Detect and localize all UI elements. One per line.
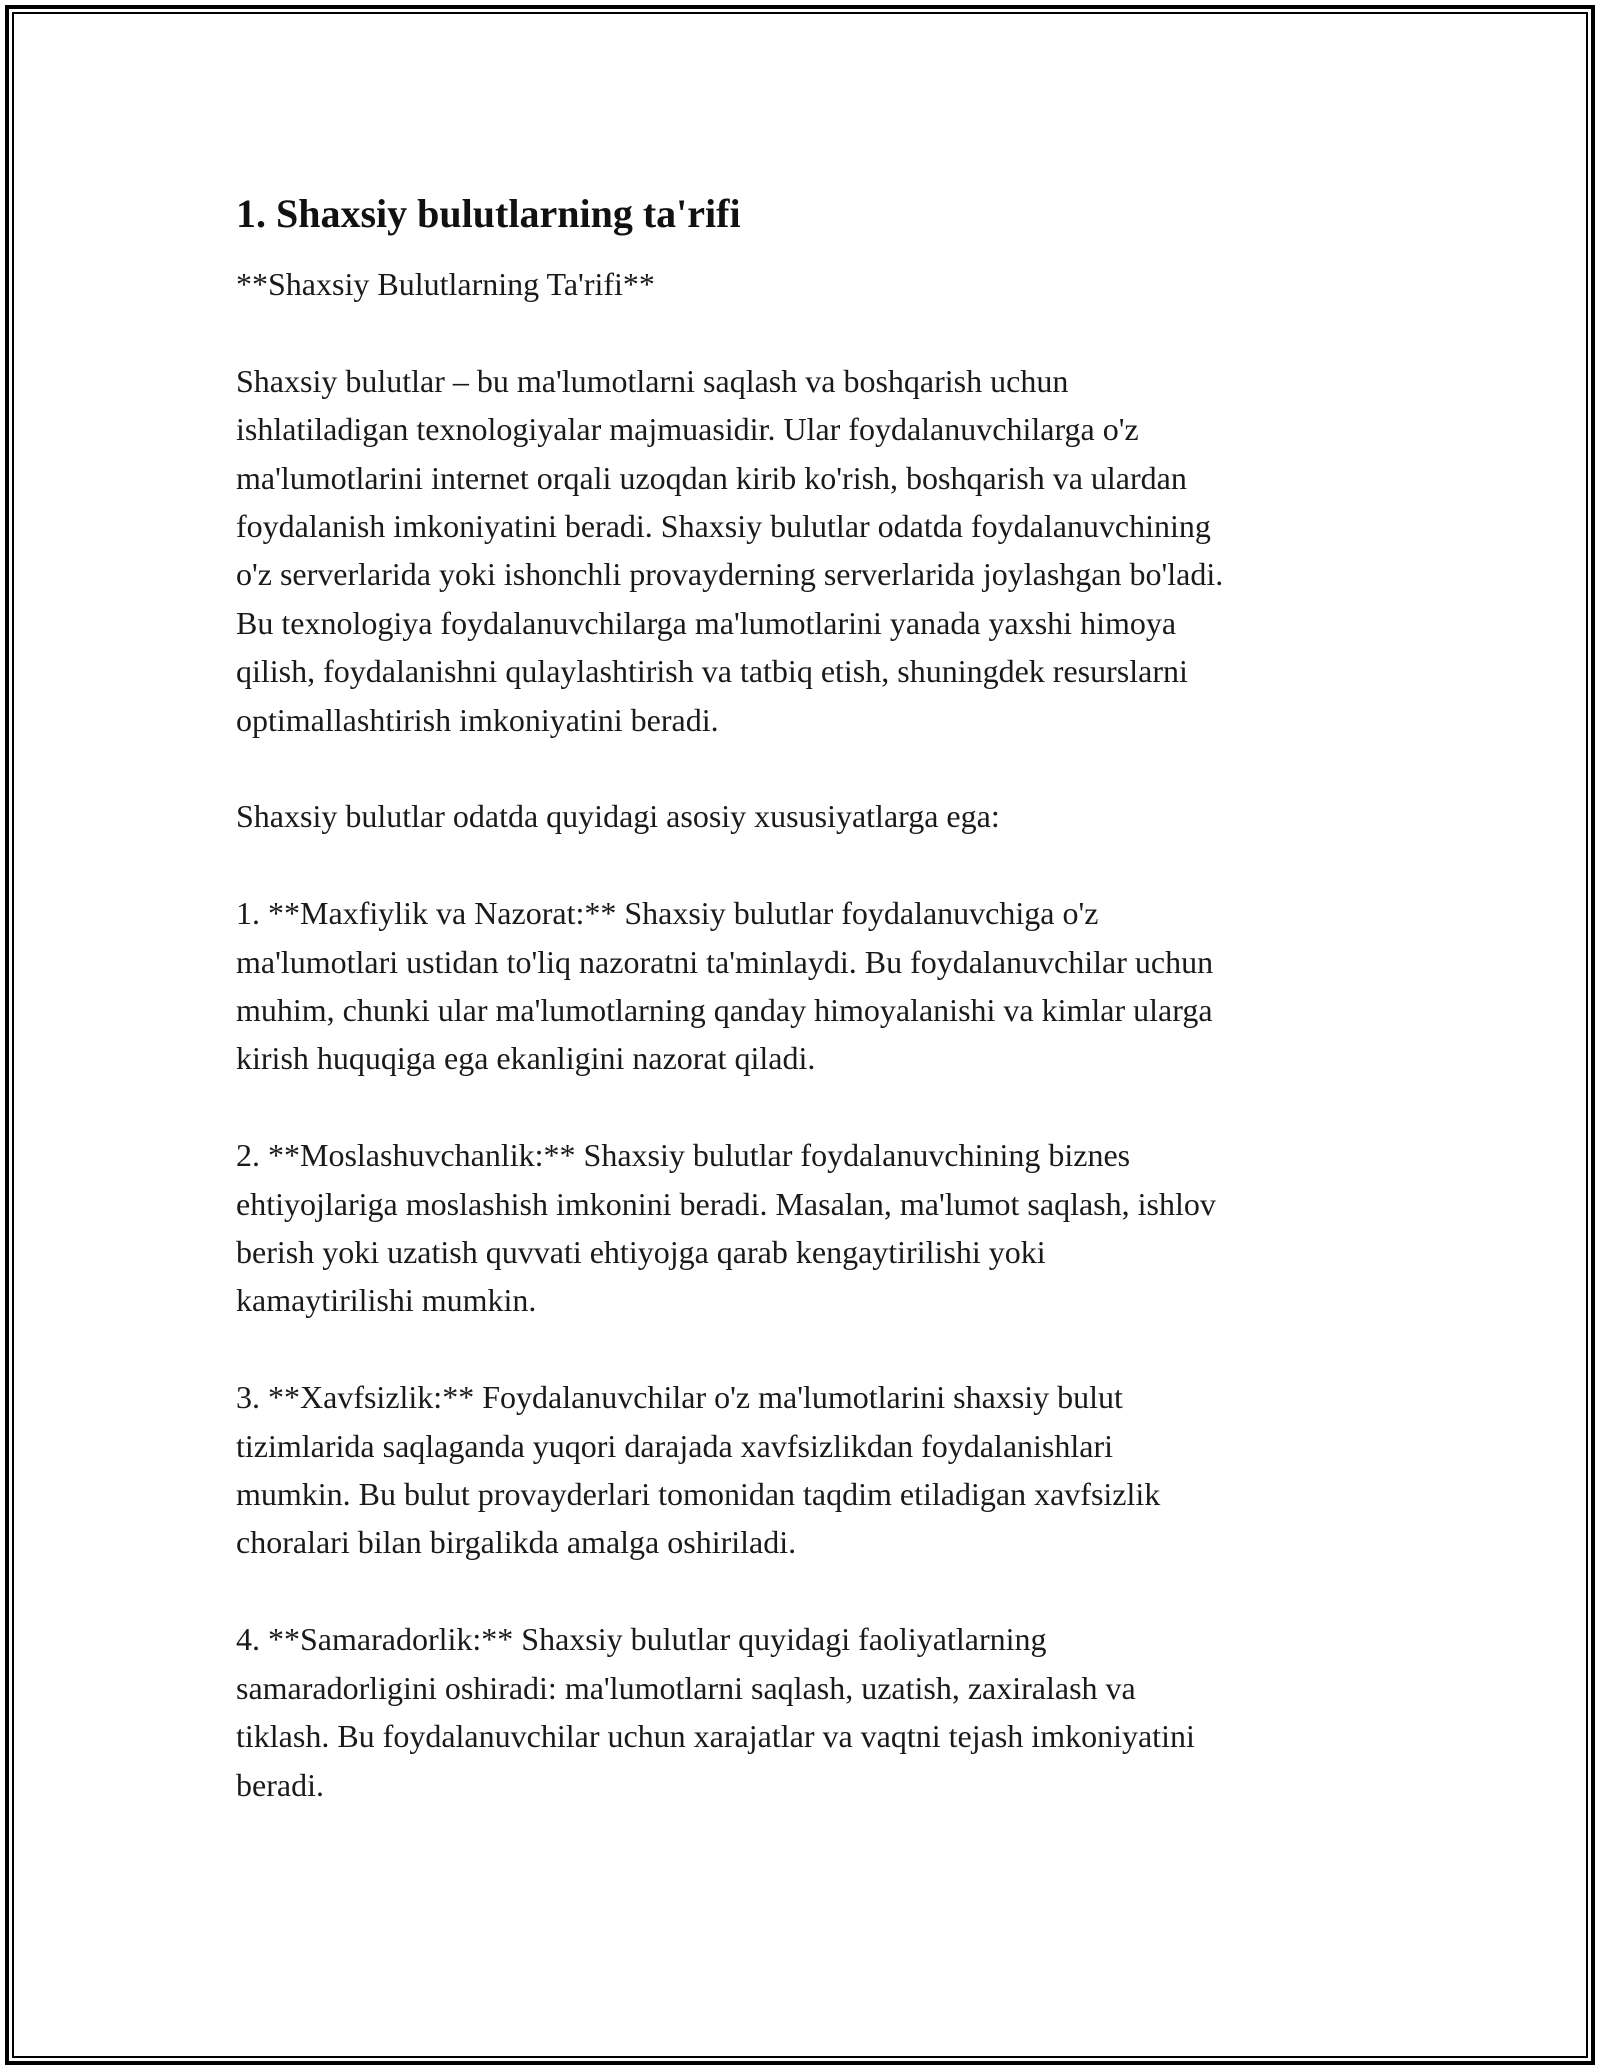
feature-item-privacy: 1. **Maxfiylik va Nazorat:** Shaxsiy bulutlar foydalanuvchiga o'z ma'lumotlari ustidan to'liq nazoratni ta'minlaydi. Bu foydalanuvchilar uchun muhim, chunki ular ma'lumotlarning qanday himoyalanishi va kimlar ularga kirish huquqiga ega ekanligini nazorat qiladi. [236, 895, 1214, 1077]
feature-item-security: 3. **Xavfsizlik:** Foydalanuvchilar o'z ma'lumotlarini shaxsiy bulut tizimlarida saqlaganda yuqori darajada xavfsizlikdan foydalanishlari mumkin. Bu bulut provayderlari tomonidan taqdim etiladigan xavfsizlik choralari bilan birgalikda amalga oshiriladi. [236, 1379, 1161, 1561]
feature-item-flexibility: 2. **Moslashuvchanlik:** Shaxsiy bulutlar foydalanuvchining biznes ehtiyojlariga moslashish imkonini beradi. Masalan, ma'lumot saqlash, ishlov berish yoki uzatish quvvati ehtiyojga qarab kengaytirilishi yoki kamaytirilishi mumkin. [236, 1137, 1216, 1319]
section-heading: 1. Shaxsiy bulutlarning ta'rifi [236, 191, 741, 236]
feature-item-efficiency: 4. **Samaradorlik:** Shaxsiy bulutlar quyidagi faoliyatlarning samaradorligini oshiradi: ma'lumotlarni saqlash, uzatish, zaxiralash va tiklash. Bu foydalanuvchilar uchun xarajatlar va vaqtni tejash imkoniyatini beradi. [236, 1621, 1195, 1803]
features-intro-paragraph: Shaxsiy bulutlar odatda quyidagi asosiy xususiyatlarga ega: [236, 798, 1000, 835]
intro-paragraph: Shaxsiy bulutlar – bu ma'lumotlarni saqlash va boshqarish uchun ishlatiladigan texnologiyalar majmuasidir. Ular foydalanuvchilarga o'z ma'lumotlarini internet orqali uzoqdan kirib ko'rish, boshqarish va ulardan foydalanish imkoniyatini beradi. Shaxsiy bulutlar odatda foydalanuvchining o'z serverlarida yoki ishonchli provayderning serverlarida joylashgan bo'ladi. Bu texnologiya foydalanuvchilarga ma'lumotlarini yanada yaxshi himoya qilish, foydalanishni qulaylashtirish va tatbiq etish, shuningdek resurslarni optimallashtirish imkoniyatini beradi. [236, 362, 1224, 738]
document-body [236, 186, 1376, 1809]
section-subtitle: **Shaxsiy Bulutlarning Ta'rifi** [236, 266, 655, 302]
